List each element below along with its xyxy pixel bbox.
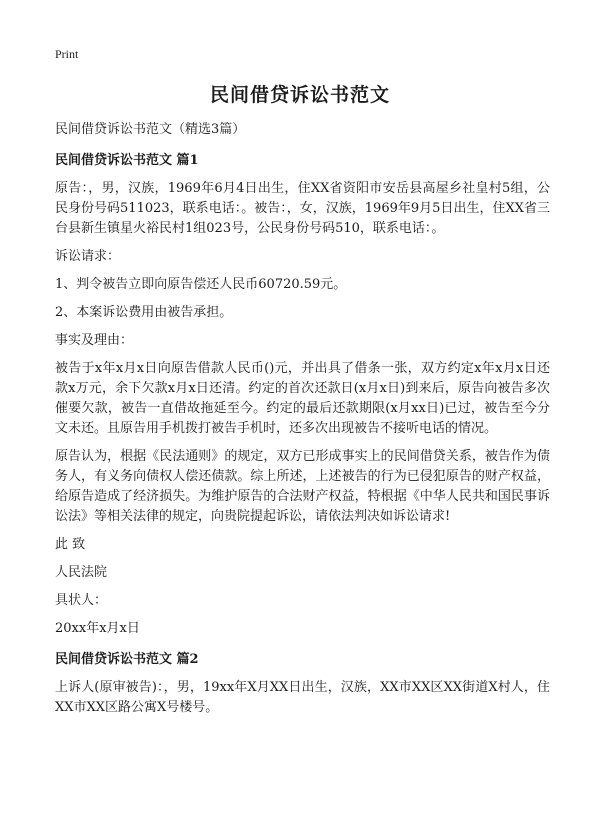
appellant-info-paragraph: 上诉人(原审被告)：，男，19xx年X月XX日出生，汉族，XX市XX区XX街道X村人，住XX市XX区路公寓X号楼号。 (55, 680, 550, 715)
facts-paragraph: 被告于x年x月x日向原告借款人民币()元，并出具了借条一张，双方约定x年x月x日还款x万元，余下欠款x月x日还清。约定的首次还款日(x月x日)到来后，原告向被告多次催要欠款，被告一直借故拖延至今。约定的最后还款期限(x月xx日)已过，被告至今分文未还。且原告用手机拨打被告手机时，还多次出现被告不接听电话的情况。 (55, 361, 550, 436)
claims-heading: 诉讼请求： (55, 249, 121, 264)
document-body (55, 120, 550, 718)
document-subtitle: 民间借贷诉讼书范文（精选3篇） (55, 122, 246, 137)
claim-item-1: 1、判令被告立即向原告偿还人民币60720.59元。 (55, 277, 347, 292)
claim-item-2: 2、本案诉讼费用由被告承担。 (55, 305, 233, 320)
salutation-text: 此 致 (55, 537, 86, 552)
page-title: 民间借贷诉讼书范文 (209, 84, 390, 106)
signer-label: 具状人： (55, 593, 108, 608)
print-label: Print (55, 47, 79, 61)
section-heading-2: 民间借贷诉讼书范文 篇2 (55, 652, 199, 667)
section-heading-1: 民间借贷诉讼书范文 篇1 (55, 153, 199, 168)
reasoning-paragraph: 原告认为，根据《民法通则》的规定，双方已形成事实上的民间借贷关系，被告作为债务人，有义务向债权人偿还债款。综上所述，上述被告的行为已侵犯原告的财产权益，给原告造成了经济损失。为维护原告的合法财产权益，特根据《中华人民共和国民事诉讼法》等相关法律的规定，向贵院提起诉讼，请依法判决如诉讼请求! (55, 449, 550, 524)
plaintiff-info-paragraph: 原告：，男，汉族，1969年6月4日出生，住XX省资阳市安岳县高屋乡社皇村5组，公民身份号码511023，联系电话：。被告：，女，汉族，1969年9月5日出生，住XX省三台县新生镇星火裕民村1组023号，公民身份号码510，联系电话：。 (55, 181, 550, 236)
document-date: 20xx年x月x日 (55, 621, 140, 636)
court-name: 人民法院 (55, 565, 108, 580)
facts-heading: 事实及理由： (55, 333, 134, 348)
